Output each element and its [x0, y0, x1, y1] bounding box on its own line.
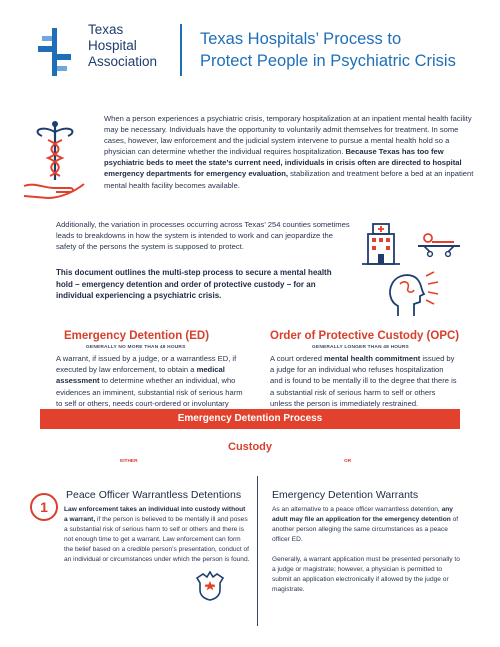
- warrant-description-2: Generally, a warrant application must be presented personally to a judge or magistrate; however, a physician is permitted to submit an application electronically if allowed by the judge or magistrate.: [272, 556, 460, 594]
- warrantless-title: Peace Officer Warrantless Detentions: [66, 489, 242, 501]
- police-badge-icon: [193, 568, 227, 602]
- intro-text: When a person experiences a psychiatric crisis, temporary hospitalization at an inpatient mental health facility may be necessary. Individuals have the opportunity to voluntarily admit themselves for treatment. In some cases, however, law enforcement and the judicial system intervene to pursue a mental health hold so a physician can determine whether the individual requires hospitalization.: [104, 114, 472, 157]
- warrant-title: Emergency Detention Warrants: [272, 489, 419, 501]
- warrantless-text: if the person is believed to be mentally ill and poses a substantial risk of serious harm to self or others and there is not enough time to get a warrant. Law enforcement can form the belief based on a credible person’s presentation, conduct of an individual or circumstances under which the person is found.: [64, 516, 250, 564]
- ed-bold-text: medical assessment: [56, 365, 225, 386]
- outline-paragraph: This document outlines the multi-step process to secure a mental health hold – emergency detention and order of protective custody – for an individual experiencing a psychiatric crisis.: [56, 268, 332, 301]
- page-title-line: Protect People in Psychiatric Crisis: [200, 52, 456, 70]
- warrant-description: [272, 505, 462, 545]
- ed-subtitle: GENERALLY NO MORE THAN 48 HOURS: [86, 345, 186, 350]
- warrantless-description: [64, 505, 250, 566]
- page-title: [200, 28, 490, 72]
- logo-line: Hospital: [88, 38, 137, 53]
- intro-text-2: stabilization and treatment before a bed at an inpatient mental health facility becomes available.: [104, 169, 474, 190]
- tha-logo-icon: [38, 28, 78, 76]
- warrant-bold-text: any adult may file an application for the emergency detention: [272, 506, 453, 524]
- header: [0, 0, 500, 95]
- opc-text-2: issued by a judge for an individual who refuses hospitalization and is found to be mentally ill to the degree that there is a substantial risk of serious harm to self or others unless the person is immediately restrained.: [270, 354, 457, 408]
- opc-subtitle: GENERALLY LONGER THAN 48 HOURS: [312, 345, 409, 350]
- opc-bold-text: mental health commitment: [324, 354, 421, 363]
- additional-paragraph: Additionally, the variation in processes occurring across Texas’ 254 counties sometimes leads to breakdowns in how the system is intended to work and can jeopardize the safety of the persons the system is supposed to protect.: [56, 220, 350, 252]
- head-lines-icon: [378, 270, 442, 320]
- either-label: EITHER: [120, 459, 138, 464]
- custody-heading: Custody: [228, 441, 272, 453]
- ed-text-2: to determine whether an individual, who evidences an imminent, substantial risk of serious harm to self or others, needs court-ordered or involuntary: [56, 376, 243, 408]
- logo-line: Association: [88, 54, 158, 69]
- opc-description: [270, 353, 458, 409]
- step-number-badge: 1: [30, 493, 58, 521]
- or-label: OR: [344, 459, 352, 464]
- hospital-icon: [360, 222, 405, 266]
- column-divider: [257, 476, 258, 626]
- header-divider: [180, 24, 182, 76]
- intro-bold-text: Because Texas has too few psychiatric beds to meet the state’s current need, individuals in crisis often are directed to hospital emergency departments for emergency evaluation,: [104, 147, 462, 179]
- logo-wordmark: [88, 22, 157, 70]
- warrant-text: As an alternative to a peace officer warrantless detention,: [272, 506, 442, 513]
- warrant-text-2: of another person alleging the same circumstances as a peace officer ED.: [272, 516, 459, 544]
- caduceus-hands-icon: [18, 118, 93, 203]
- logo-line: Texas: [88, 22, 124, 37]
- ed-title: Emergency Detention (ED): [64, 330, 210, 342]
- page-title-line: Texas Hospitals’ Process to: [200, 30, 402, 48]
- warrantless-bold-text: Law enforcement takes an individual into custody without a warrant,: [64, 506, 246, 524]
- opc-text: A court ordered: [270, 354, 325, 363]
- intro-paragraph: [104, 113, 474, 191]
- stretcher-icon: [414, 232, 464, 258]
- opc-title: Order of Protective Custody (OPC): [270, 330, 460, 342]
- ed-text: A warrant, if issued by a judge, or a warrantless ED, if executed by law enforcement, to obtain a: [56, 354, 237, 375]
- process-banner: Emergency Detention Process: [40, 409, 460, 429]
